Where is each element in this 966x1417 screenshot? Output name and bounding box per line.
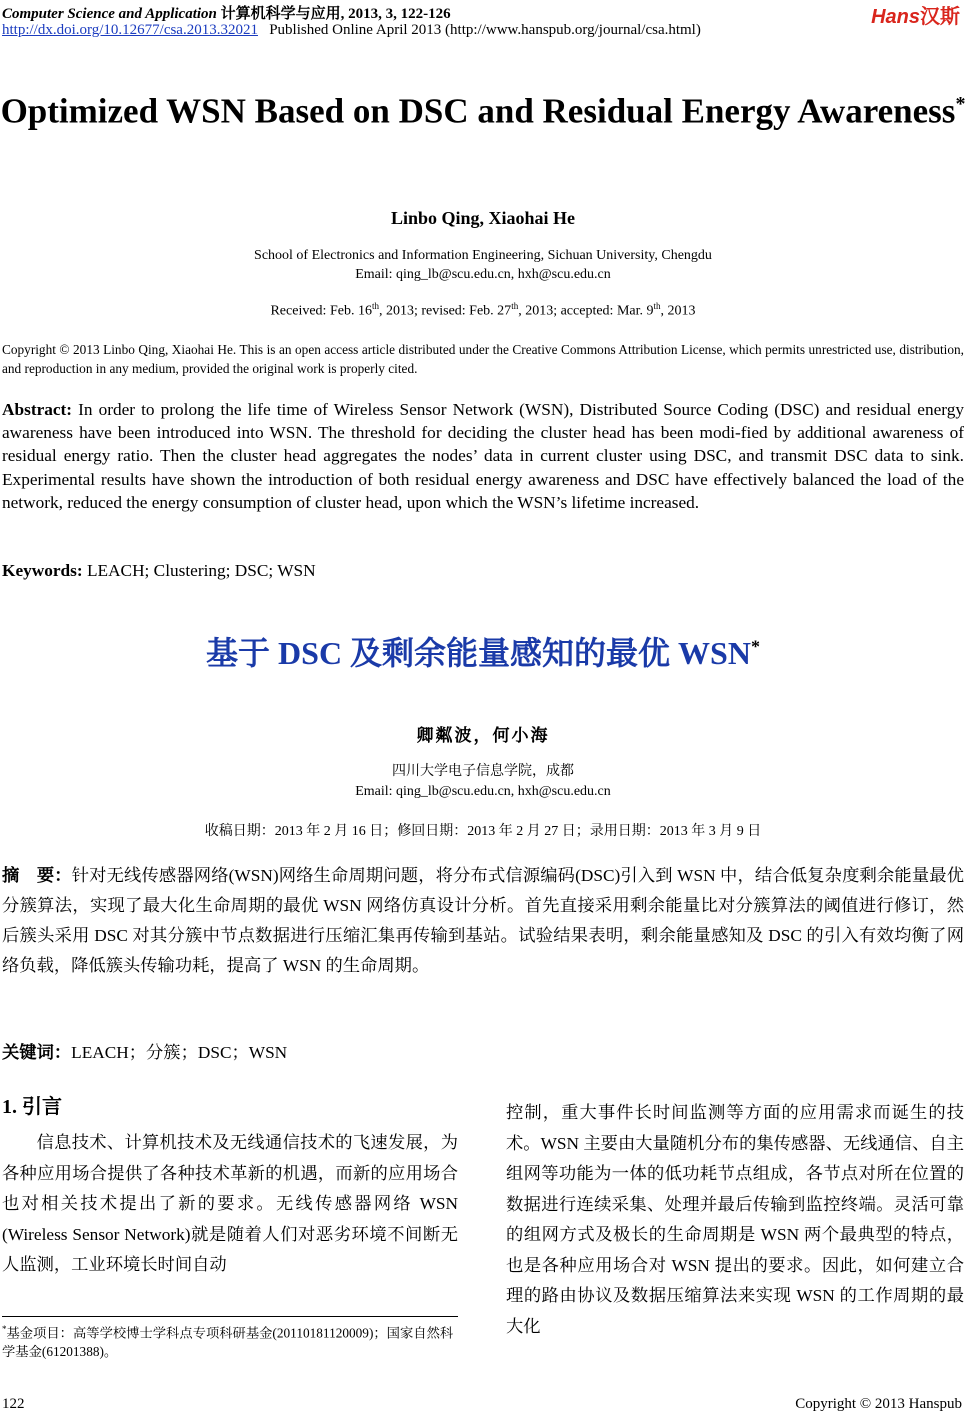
doi-link[interactable]: http://dx.doi.org/10.12677/csa.2013.32021 bbox=[2, 22, 258, 38]
abstract-cn-label: 摘 要： bbox=[2, 865, 72, 885]
received-dates-en bbox=[0, 301, 966, 320]
year-text: , 2013 bbox=[660, 303, 696, 319]
footnote-mark: * bbox=[2, 1324, 7, 1334]
abstract-en bbox=[2, 398, 964, 514]
footnote-text: 基金项目：高等学校博士学科点专项科研基金(20110181120009)；国家自然科学基金(61201388)。 bbox=[2, 1325, 454, 1360]
copyright-notice: Copyright © 2013 Linbo Qing, Xiaohai He. This is an open access article distributed under the Creative Commons Attribution License, which permits unrestricted use, distribution, and reproduction in any medium, provided the original work is properly cited. bbox=[2, 342, 964, 376]
ordinal-suffix: th bbox=[511, 301, 519, 311]
keywords-en-text: LEACH; Clustering; DSC; WSN bbox=[82, 561, 316, 580]
paper-title-en bbox=[0, 84, 966, 132]
keywords-en bbox=[2, 561, 316, 581]
journal-header bbox=[2, 2, 451, 23]
ordinal-suffix: th bbox=[653, 301, 661, 311]
body-column-left: 信息技术、计算机技术及无线通信技术的飞速发展，为各种应用场合提供了各种技术革新的机遇，而新的应用场合也对相关技术提出了新的要求。无线传感器网络 WSN (Wireless Sensor Network)就是随着人们对恶劣环境不间断无人监测，工业环境长时间自动 bbox=[2, 1133, 458, 1274]
received-text: Received: Feb. 16 bbox=[270, 303, 372, 319]
abstract-en-label: Abstract: bbox=[2, 400, 73, 419]
affiliation-en: School of Electronics and Information Engineering, Sichuan University, Chengdu bbox=[254, 248, 712, 263]
title-en-text: Optimized WSN Based on DSC and Residual Energy Awareness bbox=[0, 91, 956, 131]
email-cn: Email: qing_lb@scu.edu.cn, hxh@scu.edu.cn bbox=[355, 784, 611, 799]
footer-copyright: Copyright © 2013 Hanspub bbox=[795, 1396, 962, 1412]
footnote-divider bbox=[2, 1316, 458, 1317]
abstract-cn-text: 针对无线传感器网络(WSN)网络生命周期问题，将分布式信源编码(DSC)引入到 WSN 中，结合低复杂度剩余能量最优分簇算法，实现了最大化生命周期的最优 WSN 网络仿真设计分析。首先直接采用剩余能量比对分簇算法的阈值进行修订，然后簇头采用 DSC 对其分簇中节点数据进行压缩汇集再传输到基站。试验结果表明，剩余能量感知及 DSC 的引入有效均衡了网络负载，降低簇头传输功耗，提高了 WSN 的生命周期。 bbox=[2, 866, 964, 975]
keywords-en-label: Keywords: bbox=[2, 561, 83, 580]
journal-issue: 计算机科学与应用, 2013, 3, 122-126 bbox=[216, 6, 451, 22]
published-online: Published Online April 2013 (http://www.hanspub.org/journal/csa.html) bbox=[269, 22, 701, 38]
logo-cn: 汉斯 bbox=[920, 6, 960, 28]
journal-name: Computer Science and Application bbox=[2, 6, 217, 22]
affiliation-cn: 四川大学电子信息学院，成都 bbox=[392, 764, 574, 779]
keywords-cn-text: LEACH；分簇；DSC；WSN bbox=[71, 1043, 288, 1062]
received-dates-cn: 收稿日期：2013 年 2 月 16 日；修回日期：2013 年 2 月 27 日；录用日期：2013 年 3 月 9 日 bbox=[204, 824, 762, 839]
section-heading-introduction: 1. 引言 bbox=[2, 1096, 62, 1118]
doi-line bbox=[2, 22, 701, 39]
affiliation-cn-block bbox=[0, 762, 966, 802]
authors-en: Linbo Qing, Xiaohai He bbox=[390, 208, 576, 228]
keywords-cn bbox=[2, 1038, 287, 1063]
paper-title-cn bbox=[0, 628, 966, 674]
logo-hans: Hans bbox=[871, 6, 920, 28]
footnote bbox=[2, 1320, 458, 1361]
accepted-text: , 2013; accepted: Mar. 9 bbox=[518, 303, 654, 319]
abstract-cn bbox=[2, 860, 964, 981]
title-en-footnote-mark: * bbox=[955, 93, 966, 115]
abstract-en-text: In order to prolong the life time of Wireless Sensor Network (WSN), Distributed Source Coding (DSC) and residual energy awareness have been introduced into WSN. The threshold for deciding the cluster head has been modi-fied by additional awareness of residual energy ratio. Then the cluster head aggregates the nodes’ data in current cluster using DSC, and transmit DSC data to sink. Experimental results have shown the introduction of both residual energy awareness and DSC have effectively balanced the load of the network, reduced the energy consumption of cluster head, upon which the WSN’s lifetime increased. bbox=[2, 400, 964, 512]
title-cn-text: 基于 DSC 及剩余能量感知的最优 WSN bbox=[206, 635, 751, 671]
email-en: Email: qing_lb@scu.edu.cn, hxh@scu.edu.cn bbox=[355, 267, 611, 282]
publisher-logo bbox=[871, 0, 960, 29]
authors-cn: 卿粼波，何小海 bbox=[416, 726, 550, 745]
revised-text: , 2013; revised: Feb. 27 bbox=[378, 303, 512, 319]
title-cn-footnote-mark: * bbox=[750, 636, 760, 657]
keywords-cn-label: 关键词： bbox=[2, 1042, 72, 1062]
affiliation-en-block bbox=[0, 246, 966, 284]
ordinal-suffix: th bbox=[371, 301, 379, 311]
body-column-right: 控制，重大事件长时间监测等方面的应用需求而诞生的技术。WSN 主要由大量随机分布的集传感器、无线通信、自主组网等功能为一体的低功耗节点组成，各节点对所在位置的数据进行连续采集、处理并最后传输到监控终端。灵活可靠的组网方式及极长的生命周期是 WSN 两个最典型的特点，也是各种应用场合对 WSN 提出的要求。因此，如何建立合理的路由协议及数据压缩算法来实现 WSN 的工作周期的最大化 bbox=[506, 1103, 964, 1336]
page-number: 122 bbox=[2, 1396, 25, 1412]
